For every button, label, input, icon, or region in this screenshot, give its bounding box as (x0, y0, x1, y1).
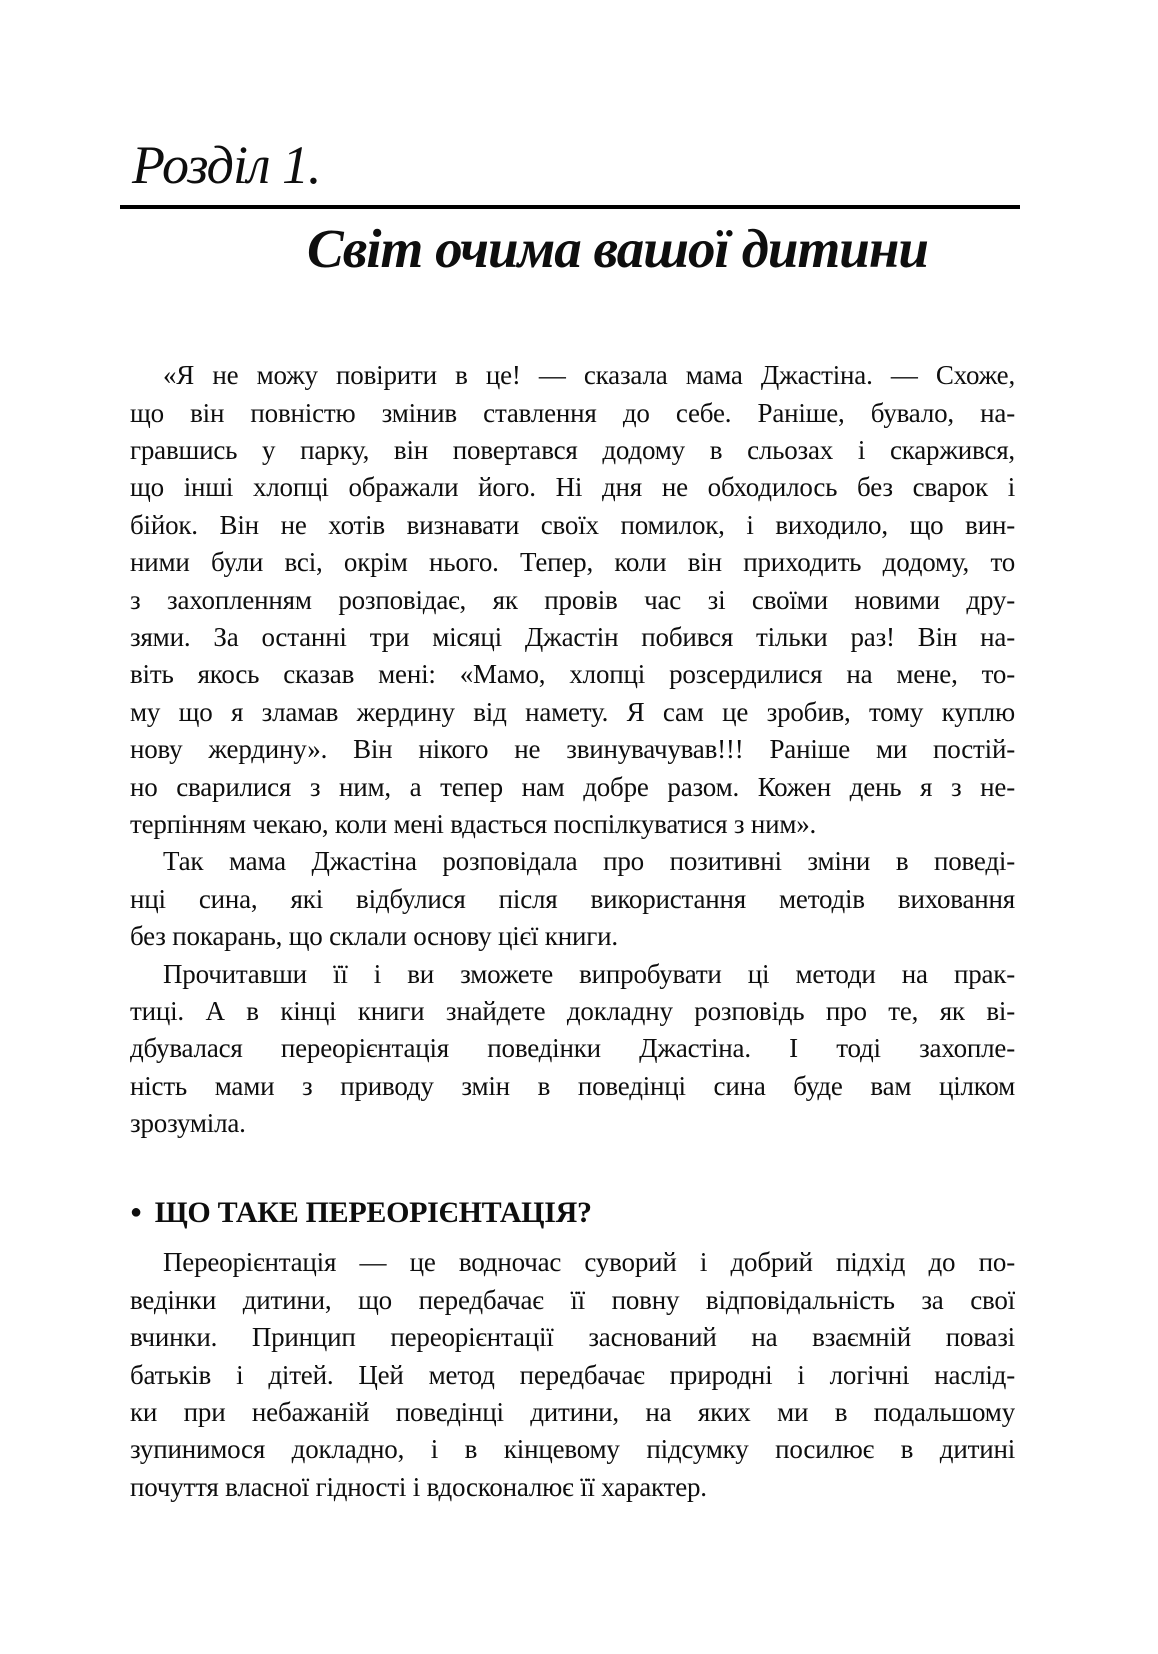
text-line: тиці. А в кінці книги знайдете докладну розповідь про те, як ві- (130, 995, 1015, 1026)
text-line: нці сина, які відбулися після використання методів виховання (130, 883, 1015, 914)
text-line: «Я не можу повірити в це! — сказала мама Джастіна. — Схоже, (163, 360, 1015, 391)
text-line: що він повністю змінив ставлення до себе. Раніше, бувало, на- (130, 397, 1015, 428)
text-line: му що я зламав жердину від намету. Я сам це зробив, тому куплю (130, 696, 1015, 727)
text-line: вчинки. Принцип переорієнтації заснований на взаємній повазі (130, 1322, 1015, 1353)
bullet-icon: ● (130, 1201, 142, 1224)
text-line: віть якось сказав мені: «Мамо, хлопці розсердилися на мене, то- (130, 659, 1015, 690)
section-heading-text: ЩО ТАКЕ ПЕРЕОРІЄНТАЦІЯ? (154, 1196, 592, 1230)
text-line: зупинимося докладно, і в кінцевому підсумку посилює в дитині (130, 1434, 1015, 1465)
text-line: ними були всі, окрім нього. Тепер, коли він приходить додому, то (130, 547, 1015, 578)
text-line: дбувалася переорієнтація поведінки Джастіна. І тоді захопле- (130, 1033, 1015, 1064)
text-line: зрозуміла. (130, 1108, 246, 1139)
text-line: Переорієнтація — це водночас суворий і добрий підхід до по- (163, 1247, 1015, 1278)
text-line: нову жердину». Він нікого не звинувачував!!! Раніше ми постій- (130, 734, 1015, 765)
text-line: що інші хлопці ображали його. Ні дня не обходилось без сварок і (130, 472, 1015, 503)
text-line: без покарань, що склали основу цієї книги. (130, 921, 618, 952)
text-line: батьків і дітей. Цей метод передбачає природні і логічні наслід- (130, 1359, 1015, 1390)
text-line: Так мама Джастіна розповідала про позитивні зміни в поведі- (163, 846, 1015, 877)
text-line: бійок. Він не хотів визнавати своїх помилок, і виходило, що вин- (130, 509, 1015, 540)
section-heading (130, 1194, 1015, 1235)
text-line: зями. За останні три місяці Джастін побився тільки раз! Він на- (130, 621, 1015, 652)
text-line: Прочитавши її і ви зможете випробувати ці методи на прак- (163, 958, 1015, 989)
text-line: з захопленням розповідає, як провів час зі своїми новими дру- (130, 584, 1015, 615)
text-line: ведінки дитини, що передбачає її повну відповідальність за свої (130, 1284, 1015, 1315)
text-line: но сварилися з ним, а тепер нам добре разом. Кожен день я з не- (130, 771, 1015, 802)
chapter-divider-rule (120, 205, 1020, 209)
text-line: ки при небажаній поведінці дитини, на яких ми в подальшому (130, 1397, 1015, 1428)
text-line: ність мами з приводу змін в поведінці сина буде вам цілком (130, 1070, 1015, 1101)
page-body (130, 357, 1015, 1506)
text-line: почуття власної гідності і вдосконалює її характер. (130, 1471, 707, 1502)
chapter-title: Світ очима вашої дитини (307, 218, 928, 279)
intro-paragraphs (130, 357, 1015, 1142)
chapter-number-label: Розділ 1. (132, 135, 321, 195)
section-paragraphs (130, 1244, 1015, 1506)
chapter-header (120, 0, 1020, 280)
text-line: терпінням чекаю, коли мені вдасться поспілкуватися з ним». (130, 808, 817, 839)
text-line: гравшись у парку, він повертався додому в сльозах і скаржився, (130, 435, 1015, 466)
